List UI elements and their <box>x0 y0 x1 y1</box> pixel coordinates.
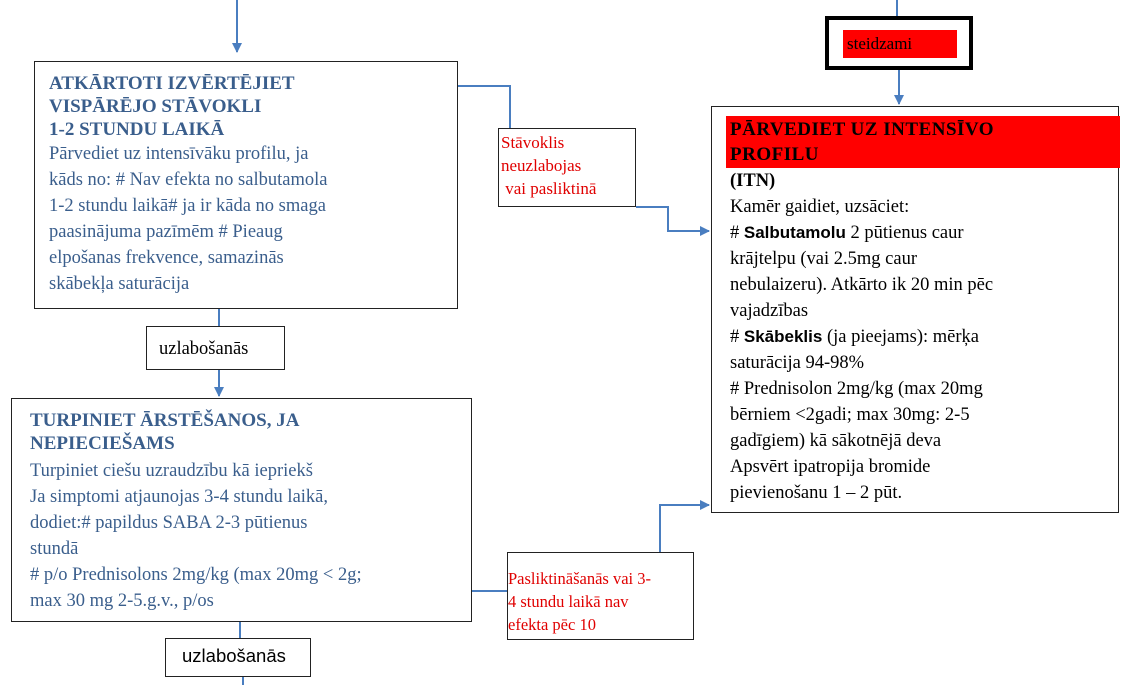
icu-subheader: (ITN) <box>730 171 776 191</box>
continue-treatment-box <box>11 398 472 622</box>
improvement-label-2: uzlabošanās <box>165 638 311 677</box>
continue-treatment-body: Turpiniet ciešu uzraudzību kā iepriekš Ja simptomi atjaunojas 3-4 stundu laikā, dodiet:# papildus SABA 2-3 pūtienus stundā # p/o Prednisolons 2mg/kg (max 20mg < 2g; max 30 mg 2-5.g.v., p/os <box>30 461 362 611</box>
deterioration-box: Pasliktināšanās vai 3- 4 stundu laikā nav efekta pēc 10 <box>507 552 694 640</box>
icu-transfer-box: PĀRVEDIET UZ INTENSĪVO PROFILU (ITN) Kamēr gaidiet, uzsāciet: # Salbutamolu 2 pūtienus caur krājtelpu (vai 2.5mg caur nebulaizeru). Atkārto ik 20 min pēc vajadzības # Skābeklis (ja pieejams): mērķa saturācija 94-98% # Prednisolon 2mg/kg (max 20mg bērniem <2gadi; max 30mg: 2-5 gadīgiem) kā sākotnējā deva Apsvērt ipatropija bromide pievienošanu 1 – 2 pūt. <box>711 106 1119 513</box>
arrow-stavoklis-to-itn <box>636 207 709 231</box>
urgent-box <box>825 16 973 70</box>
salbutamol-line: # Salbutamolu 2 pūtienus caur <box>730 223 964 243</box>
reassess-box <box>34 61 458 309</box>
arrow-pasliktinasanas-to-itn <box>660 505 709 552</box>
reassess-body: Pārvediet uz intensīvāku profilu, ja kāds no: # Nav efekta no salbutamola 1-2 stundu laikā# ja ir kāda no smaga paasinājuma pazīmēm # Pieaug elpošanas frekvence, samazinās skābekļa saturācija <box>49 144 328 294</box>
urgent-label: steidzami <box>843 30 957 58</box>
oxygen-line: # Skābeklis (ja pieejams): mērķa <box>730 327 979 347</box>
continue-treatment-title: TURPINIET ĀRSTĒŠANOS, JA NEPIECIEŠAMS <box>30 410 300 454</box>
icu-transfer-header: PĀRVEDIET UZ INTENSĪVO PROFILU <box>726 116 1120 168</box>
icu-intro: Kamēr gaidiet, uzsāciet: <box>730 197 910 217</box>
worsening-condition-box: Stāvoklis neuzlabojas vai pasliktinā <box>498 128 636 207</box>
line-box1-to-stavoklis <box>458 86 510 128</box>
improvement-label-1: uzlabošanās <box>146 326 285 370</box>
reassess-title: ATKĀRTOTI IZVĒRTĒJIET VISPĀRĒJO STĀVOKLI 1-2 STUNDU LAIKĀ <box>49 73 295 140</box>
